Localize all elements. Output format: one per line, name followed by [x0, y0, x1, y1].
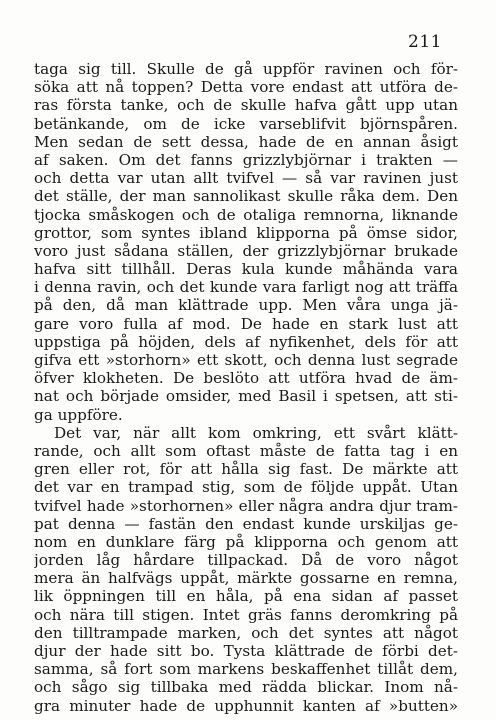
text-line: taga sig till. Skulle de gå uppför ravinen och för- — [34, 60, 458, 78]
text-line: grottor, som syntes ibland klipporna på ömse sidor, — [34, 223, 458, 242]
text-line: djur der hade sitt bo. Tysta klättrade de förbi det- — [34, 642, 458, 660]
text-line: nom en dunklare färg på klipporna och genom att — [34, 532, 458, 551]
text-line: gra minuter hade de upphunnit kanten af »butten» — [34, 696, 458, 715]
text-line: gren eller rot, för att hålla sig fast. De märkte att — [34, 460, 458, 479]
text-line: och sågo sig tillbaka med rädda blickar. Inom nå- — [34, 678, 458, 697]
text-line: hafva sitt tillhåll. Deras kula kunde måhända vara — [34, 260, 458, 279]
text-line: nat och började omsider, med Basil i spetsen, att sti- — [34, 387, 458, 406]
text-line: gifva ett »storhorn» ett skott, och denna lust segrade — [34, 351, 458, 369]
text-line: ga uppföre. — [34, 405, 123, 424]
text-line: uppstiga på höjden, dels af nyfikenhet, dels för att — [34, 332, 458, 351]
text-line: jorden låg hårdare tillpackad. Då de voro något — [34, 551, 458, 570]
text-line: det var en trampad stig, som de följde uppåt. Utan — [34, 478, 458, 497]
text-line: samma, så fort som markens beskaffenhet tillåt dem, — [34, 660, 458, 679]
text-line: tvifvel hade »storhornen» eller några andra djur tram- — [34, 496, 458, 515]
text-line: på den, då man klättrade upp. Men våra unga jä- — [34, 296, 458, 315]
text-line: mera än halfvägs uppåt, märkte gossarne en remna, — [34, 569, 458, 588]
text-line: lik öppningen till en håla, på ena sidan af passet — [34, 587, 458, 606]
text-line: den tilltrampade marken, och det syntes att något — [34, 623, 458, 642]
text-line: och nära till stigen. Intet gräs fanns deromkring på — [34, 605, 458, 624]
text-line: rande, och allt som oftast måste de fatta tag i en — [34, 441, 458, 460]
text-line: söka att nå toppen? Detta vore endast att utföra de- — [34, 78, 458, 97]
text-line: tjocka småskogen och de otaliga remnorna, liknande — [34, 205, 458, 224]
text-line: betänkande, om de icke varseblifvit björnspåren. — [34, 114, 458, 133]
text-line: Men sedan de sett dessa, hade de en annan åsigt — [34, 132, 458, 151]
text-line: ras första tanke, och de skulle hafva gått upp utan — [34, 96, 458, 115]
text-line: af saken. Om det fanns grizzlybjörnar i trakten — — [34, 150, 458, 169]
text-line: och detta var utan allt tvifvel — så var ravinen just — [34, 169, 458, 188]
text-line: pat denna — fastän den endast kunde urskiljas ge- — [34, 514, 458, 533]
body-text — [34, 60, 458, 715]
text-line: det ställe, der man sannolikast skulle råka dem. Den — [34, 187, 458, 206]
text-line: voro just sådana ställen, der grizzlybjörnar brukade — [34, 241, 458, 260]
text-line: gare voro fulla af mod. De hade en stark lust att — [34, 314, 458, 333]
text-line: öfver klokheten. De beslöto att utföra hvad de äm- — [34, 369, 458, 388]
text-line: i denna ravin, och det kunde vara farligt nog att träffa — [34, 278, 458, 297]
paragraph-start-line: Det var, när allt kom omkring, ett svårt klätt- — [54, 423, 458, 442]
page-number: 211 — [408, 32, 442, 52]
